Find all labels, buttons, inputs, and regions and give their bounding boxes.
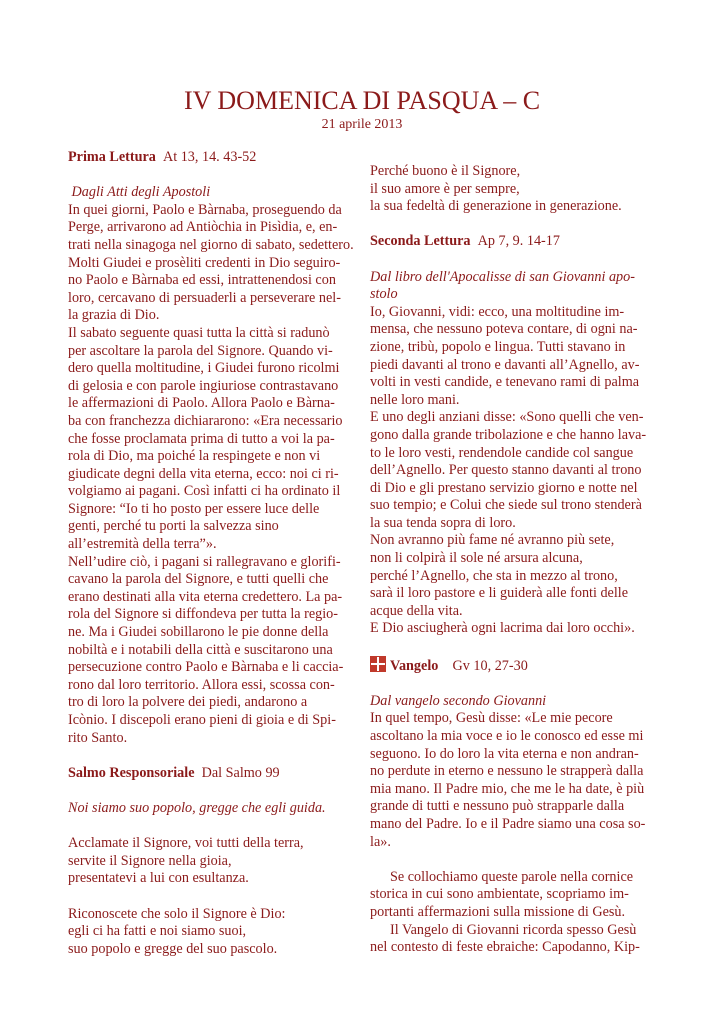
text-line: nobiltà e i notabili della città e suscitarono una <box>68 641 333 658</box>
text-line: volgiamo ai pagani. Così infatti ci ha ordinato il <box>68 483 341 500</box>
prima-lettura-heading <box>68 149 354 167</box>
salmo-refrain: Noi siamo suo popolo, gregge che egli guida. <box>68 799 326 816</box>
page-title: IV DOMENICA DI PASQUA – C <box>183 86 541 115</box>
text-line: ba con franchezza dichiararono: «Era necessario <box>68 412 343 429</box>
text-line: servite il Signore nella gioia, <box>68 852 232 869</box>
text-line: E uno degli anziani disse: «Sono quelli che ven- <box>370 409 644 426</box>
text-line: Il sabato seguente quasi tutta la città si radunò <box>68 324 330 341</box>
vangelo-text <box>370 710 656 851</box>
text-line: rito Santo. <box>68 729 128 746</box>
text-line: rola di Dio, ma poiché la respingete e non vi <box>68 448 321 465</box>
text-line: In quel tempo, Gesù disse: «Le mie pecore <box>370 710 613 727</box>
text-line: grande di tutti e nessuno può strapparle dalla <box>370 798 625 815</box>
text-line: no perdute in eterno e nessuno le strapperà dalla <box>370 763 644 780</box>
text-line: ne. Ma i Giudei sobillarono le pie donne della <box>68 624 329 641</box>
text-line: Molti Giudei e prosèliti credenti in Dio seguiro- <box>68 254 341 271</box>
text-line: gono dalla grande tribolazione e che hanno lava- <box>370 426 647 443</box>
text-line: no Paolo e Bàrnaba ed essi, intrattenendosi con <box>68 272 336 289</box>
text-line: egli ci ha fatti e noi siamo suoi, <box>68 923 247 940</box>
salmo-stanza-2 <box>68 906 354 959</box>
text-line: nel contesto di feste ebraiche: Capodanno, Kip- <box>370 939 640 956</box>
text-line: il suo amore è per sempre, <box>370 180 520 197</box>
seconda-lettura-text <box>370 304 656 638</box>
commento-text <box>370 869 656 957</box>
text-line: mensa, che nessuno poteva contare, di ogni na- <box>370 321 638 338</box>
text-line: erano destinati alla vita eterna credettero. La pa- <box>68 588 343 605</box>
text-line: Acclamate il Signore, voi tutti della terra, <box>68 835 304 852</box>
text-line: cavano la parola del Signore, e tutti quelli che <box>68 571 329 588</box>
text-line: genti, perché tu porti la salvezza sino <box>68 518 279 535</box>
vangelo-heading <box>370 656 656 676</box>
text-line: piedi davanti al trono e davanti all’Agnello, av- <box>370 356 640 373</box>
text-line: di Dio e gli prestano servizio giorno e notte nel <box>370 479 638 496</box>
text-line: rola del Signore si diffondeva per tutta la regio- <box>68 606 339 623</box>
text-line: Non avranno più fame né avranno più sete, <box>370 532 615 549</box>
text-line: rono dal loro territorio. Allora essi, scossa con- <box>68 676 335 693</box>
text-line: portanti affermazioni sulla missione di Gesù. <box>370 903 626 920</box>
vangelo-source: Dal vangelo secondo Giovanni <box>370 692 547 709</box>
prima-lettura-text <box>68 202 354 747</box>
text-line: trati nella sinagoga nel giorno di sabato, sedettero. <box>68 236 354 253</box>
seconda-lettura-heading <box>370 233 656 251</box>
text-line: zione, tribù, popolo e lingua. Tutti stavano in <box>370 338 626 355</box>
text-line: storica in cui sono ambientate, scopriamo im- <box>370 886 629 903</box>
text-line: nelle loro mani. <box>370 391 460 408</box>
text-line: seguono. Io do loro la vita eterna e non andran- <box>370 745 639 762</box>
text-line: le affermazioni di Paolo. Allora Paolo e Bàrna- <box>68 395 335 412</box>
text-line: volti in vesti candide, e tenevano rami di palma <box>370 374 640 391</box>
text-line: la sua tenda sopra di loro. <box>370 514 516 531</box>
text-line: sarà il loro pastore e li guiderà alle fonti delle <box>370 585 629 602</box>
text-line: E Dio asciugherà ogni lacrima dai loro occhi». <box>370 620 635 637</box>
page-date: 21 aprile 2013 <box>321 117 403 132</box>
text-line: Nell’udire ciò, i pagani si rallegravano e glorifi- <box>68 553 341 570</box>
text-line: Dal libro dell'Apocalisse di san Giovanni apo- <box>370 268 635 285</box>
text-line: suo tempio; e Colui che siede sul trono stenderà <box>370 497 642 514</box>
text-line: dero quella moltitudine, i Giudei furono ricolmi <box>68 360 340 377</box>
vangelo-ref: Gv 10, 27-30 <box>452 657 528 674</box>
text-line: giudicate degni della vita eterna, ecco: noi ci ri- <box>68 465 339 482</box>
seconda-lettura-source <box>370 269 656 304</box>
text-line: Riconoscete che solo il Signore è Dio: <box>68 905 286 922</box>
salmo-stanza-1 <box>68 835 354 888</box>
prima-lettura-source: Dagli Atti degli Apostoli <box>71 184 211 201</box>
salmo-title: Salmo Responsoriale <box>68 764 195 781</box>
text-line: dell’Agnello. Per questo stanno davanti al trono <box>370 462 642 479</box>
text-line: tro di loro la polvere dei piedi, andarono a <box>68 694 308 711</box>
salmo-heading <box>68 765 354 783</box>
text-line: la grazia di Dio. <box>68 307 160 324</box>
text-line: Perché buono è il Signore, <box>370 163 521 179</box>
text-line: all’estremità della terra”». <box>68 536 217 553</box>
salmo-stanza-3 <box>370 163 656 216</box>
seconda-lettura-ref: Ap 7, 9. 14-17 <box>477 233 560 250</box>
salmo-ref: Dal Salmo 99 <box>201 764 280 781</box>
text-line: persecuzione contro Paolo e Bàrnaba e li caccia- <box>68 659 344 676</box>
text-line: non li colpirà il sole né arsura alcuna, <box>370 550 583 567</box>
text-line: la». <box>370 833 391 850</box>
text-line: stolo <box>370 286 398 303</box>
text-line: acque della vita. <box>370 602 463 619</box>
text-line: to le loro vesti, rendendole candide col sangue <box>370 444 634 461</box>
text-line: Io, Giovanni, vidi: ecco, una moltitudine im- <box>370 303 625 320</box>
text-line: di gelosia e con parole ingiuriose contrastavano <box>68 377 339 394</box>
prima-lettura-title: Prima Lettura <box>68 149 156 165</box>
left-column <box>68 149 354 958</box>
prima-lettura-ref: At 13, 14. 43-52 <box>162 149 257 165</box>
text-line: mano del Padre. Io e il Padre siamo una cosa so- <box>370 815 646 832</box>
text-line: Signore: “Io ti ho posto per essere luce delle <box>68 500 320 517</box>
text-line: Il Vangelo di Giovanni ricorda spesso Gesù <box>390 921 637 938</box>
seconda-lettura-title: Seconda Lettura <box>370 233 471 250</box>
text-line: mia mano. Il Padre mio, che me le ha date, è più <box>370 780 645 797</box>
text-line: Perge, arrivarono ad Antiòchia in Pisìdia, e, en- <box>68 219 338 236</box>
text-line: loro, cercavano di persuaderli a perseverare nel- <box>68 289 341 306</box>
text-line: Se collochiamo queste parole nella cornice <box>390 868 634 885</box>
right-column <box>370 163 656 957</box>
text-line: ascoltano la mia voce e io le conosco ed esse mi <box>370 728 644 744</box>
vangelo-title: Vangelo <box>390 657 439 674</box>
text-line: presentatevi a lui con esultanza. <box>68 870 249 887</box>
text-line: per ascoltare la parola del Signore. Quando vi- <box>68 342 333 359</box>
cross-icon <box>370 656 386 672</box>
text-line: suo popolo e gregge del suo pascolo. <box>68 940 278 957</box>
text-line: Icònio. I discepoli erano pieni di gioia e di Spi- <box>68 712 336 728</box>
text-line: che fosse proclamata prima di tutto a voi la pa- <box>68 430 335 447</box>
text-line: perché l’Agnello, che sta in mezzo al trono, <box>370 567 618 584</box>
text-line: la sua fedeltà di generazione in generazione. <box>370 198 622 215</box>
text-line: In quei giorni, Paolo e Bàrnaba, proseguendo da <box>68 201 342 218</box>
